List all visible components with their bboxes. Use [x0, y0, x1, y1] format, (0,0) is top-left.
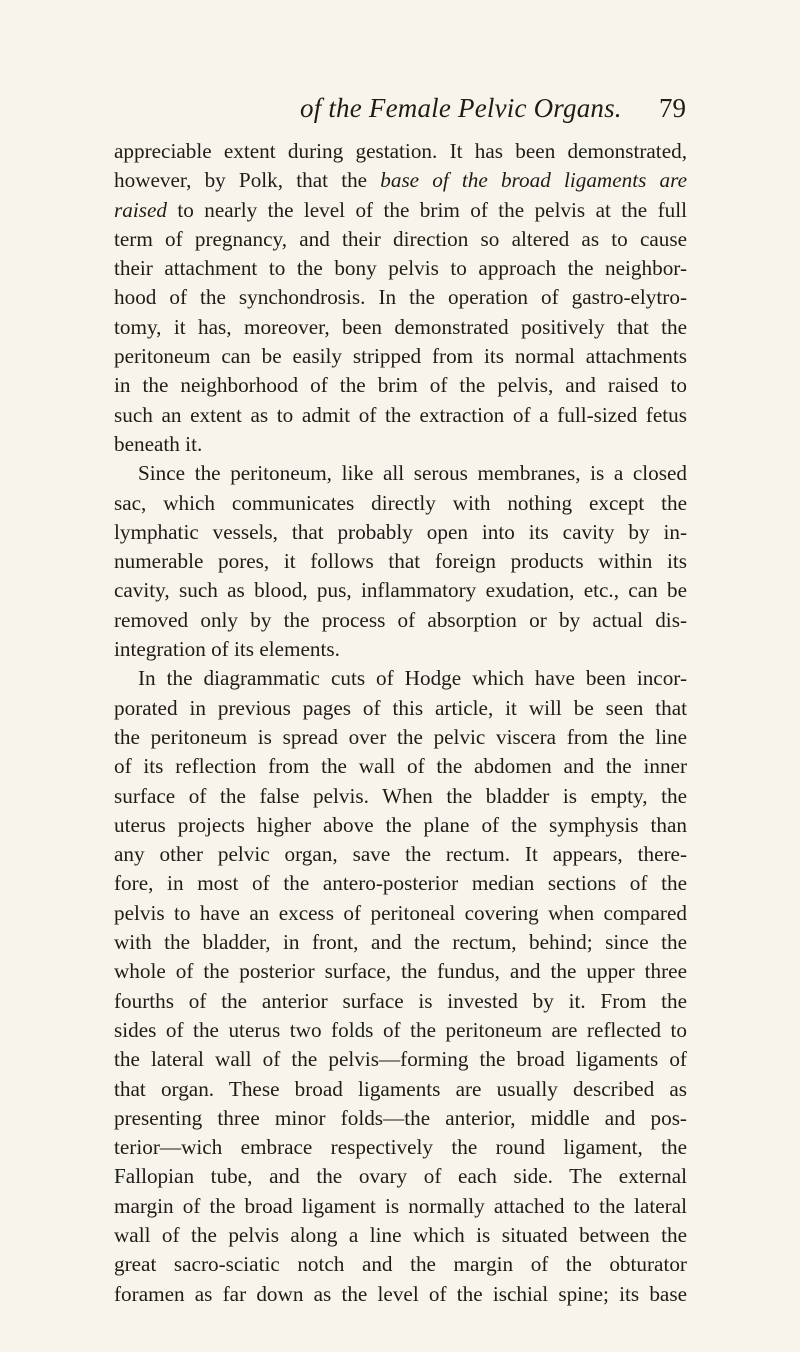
text-segment: to nearly the level of the brim of the pelvis at the full [166, 197, 687, 222]
text-line: terior—wich embrace respectively the round ligament, the [114, 1135, 687, 1160]
page-number: 79 [659, 93, 686, 123]
italic-text: base of the broad ligaments are [380, 168, 687, 193]
running-title: of the Female Pelvic Organs. [300, 93, 622, 123]
text-line: whole of the posterior surface, the fundus, and the upper three [114, 959, 687, 984]
italic-text: raised [114, 197, 167, 222]
text-line: beneath it. [114, 431, 203, 456]
text-line: uterus projects higher above the plane of the symphysis than [114, 812, 687, 837]
text-line: numerable pores, it follows that foreign products within its [114, 549, 687, 574]
body-text [114, 137, 687, 1309]
text-line: their attachment to the bony pelvis to approach the neighbor- [114, 256, 687, 281]
text-line: margin of the broad ligament is normally attached to the lateral [114, 1193, 687, 1218]
text-line: the peritoneum is spread over the pelvic viscera from the line [114, 724, 687, 749]
text-line: the lateral wall of the pelvis—forming the broad ligaments of [114, 1047, 687, 1072]
text-line: any other pelvic organ, save the rectum. It appears, there- [114, 842, 687, 867]
text-line: Since the peritoneum, like all serous membranes, is a closed [138, 461, 687, 486]
text-line: sac, which communicates directly with nothing except the [114, 490, 687, 515]
text-line: that organ. These broad ligaments are usually described as [114, 1076, 687, 1101]
text-line: cavity, such as blood, pus, inflammatory exudation, etc., can be [114, 578, 687, 603]
text-line: hood of the synchondrosis. In the operation of gastro-elytro- [114, 285, 687, 310]
text-line: lymphatic vessels, that probably open into its cavity by in- [114, 519, 687, 544]
text-line: wall of the pelvis along a line which is situated between the [114, 1222, 687, 1247]
text-line: fourths of the anterior surface is invested by it. From the [114, 988, 687, 1013]
text-line: term of pregnancy, and their direction so altered as to cause [114, 226, 687, 251]
text-line [114, 166, 687, 195]
text-line: In the diagrammatic cuts of Hodge which have been incor- [138, 666, 687, 691]
text-line: presenting three minor folds—the anterior, middle and pos- [114, 1105, 687, 1130]
text-line: pelvis to have an excess of peritoneal covering when compared [114, 900, 687, 925]
text-line: in the neighborhood of the brim of the pelvis, and raised to [114, 373, 687, 398]
text-line: tomy, it has, moreover, been demonstrated positively that the [114, 314, 687, 339]
text-line: integration of its elements. [114, 637, 340, 662]
text-line: removed only by the process of absorption or by actual dis- [114, 607, 687, 632]
text-line: such an extent as to admit of the extraction of a full-sized fetus [114, 402, 687, 427]
text-line: Fallopian tube, and the ovary of each side. The external [114, 1164, 687, 1189]
text-line: peritoneum can be easily stripped from its normal attachments [114, 344, 687, 369]
text-line: of its reflection from the wall of the abdomen and the inner [114, 754, 687, 779]
text-line: appreciable extent during gestation. It has been demonstrated, [114, 139, 687, 163]
text-line: sides of the uterus two folds of the peritoneum are reflected to [114, 1017, 687, 1042]
text-line: with the bladder, in front, and the rectum, behind; since the [114, 930, 687, 955]
text-line: surface of the false pelvis. When the bladder is empty, the [114, 783, 687, 808]
text-line: foramen as far down as the level of the ischial spine; its base [114, 1281, 687, 1306]
text-line [114, 196, 687, 225]
text-line: fore, in most of the antero-posterior median sections of the [114, 871, 687, 896]
text-line: porated in previous pages of this article, it will be seen that [114, 695, 687, 720]
text-line: great sacro-sciatic notch and the margin of the obturator [114, 1252, 687, 1277]
page-header [0, 93, 800, 133]
text-segment: however, by Polk, that the [114, 168, 381, 193]
